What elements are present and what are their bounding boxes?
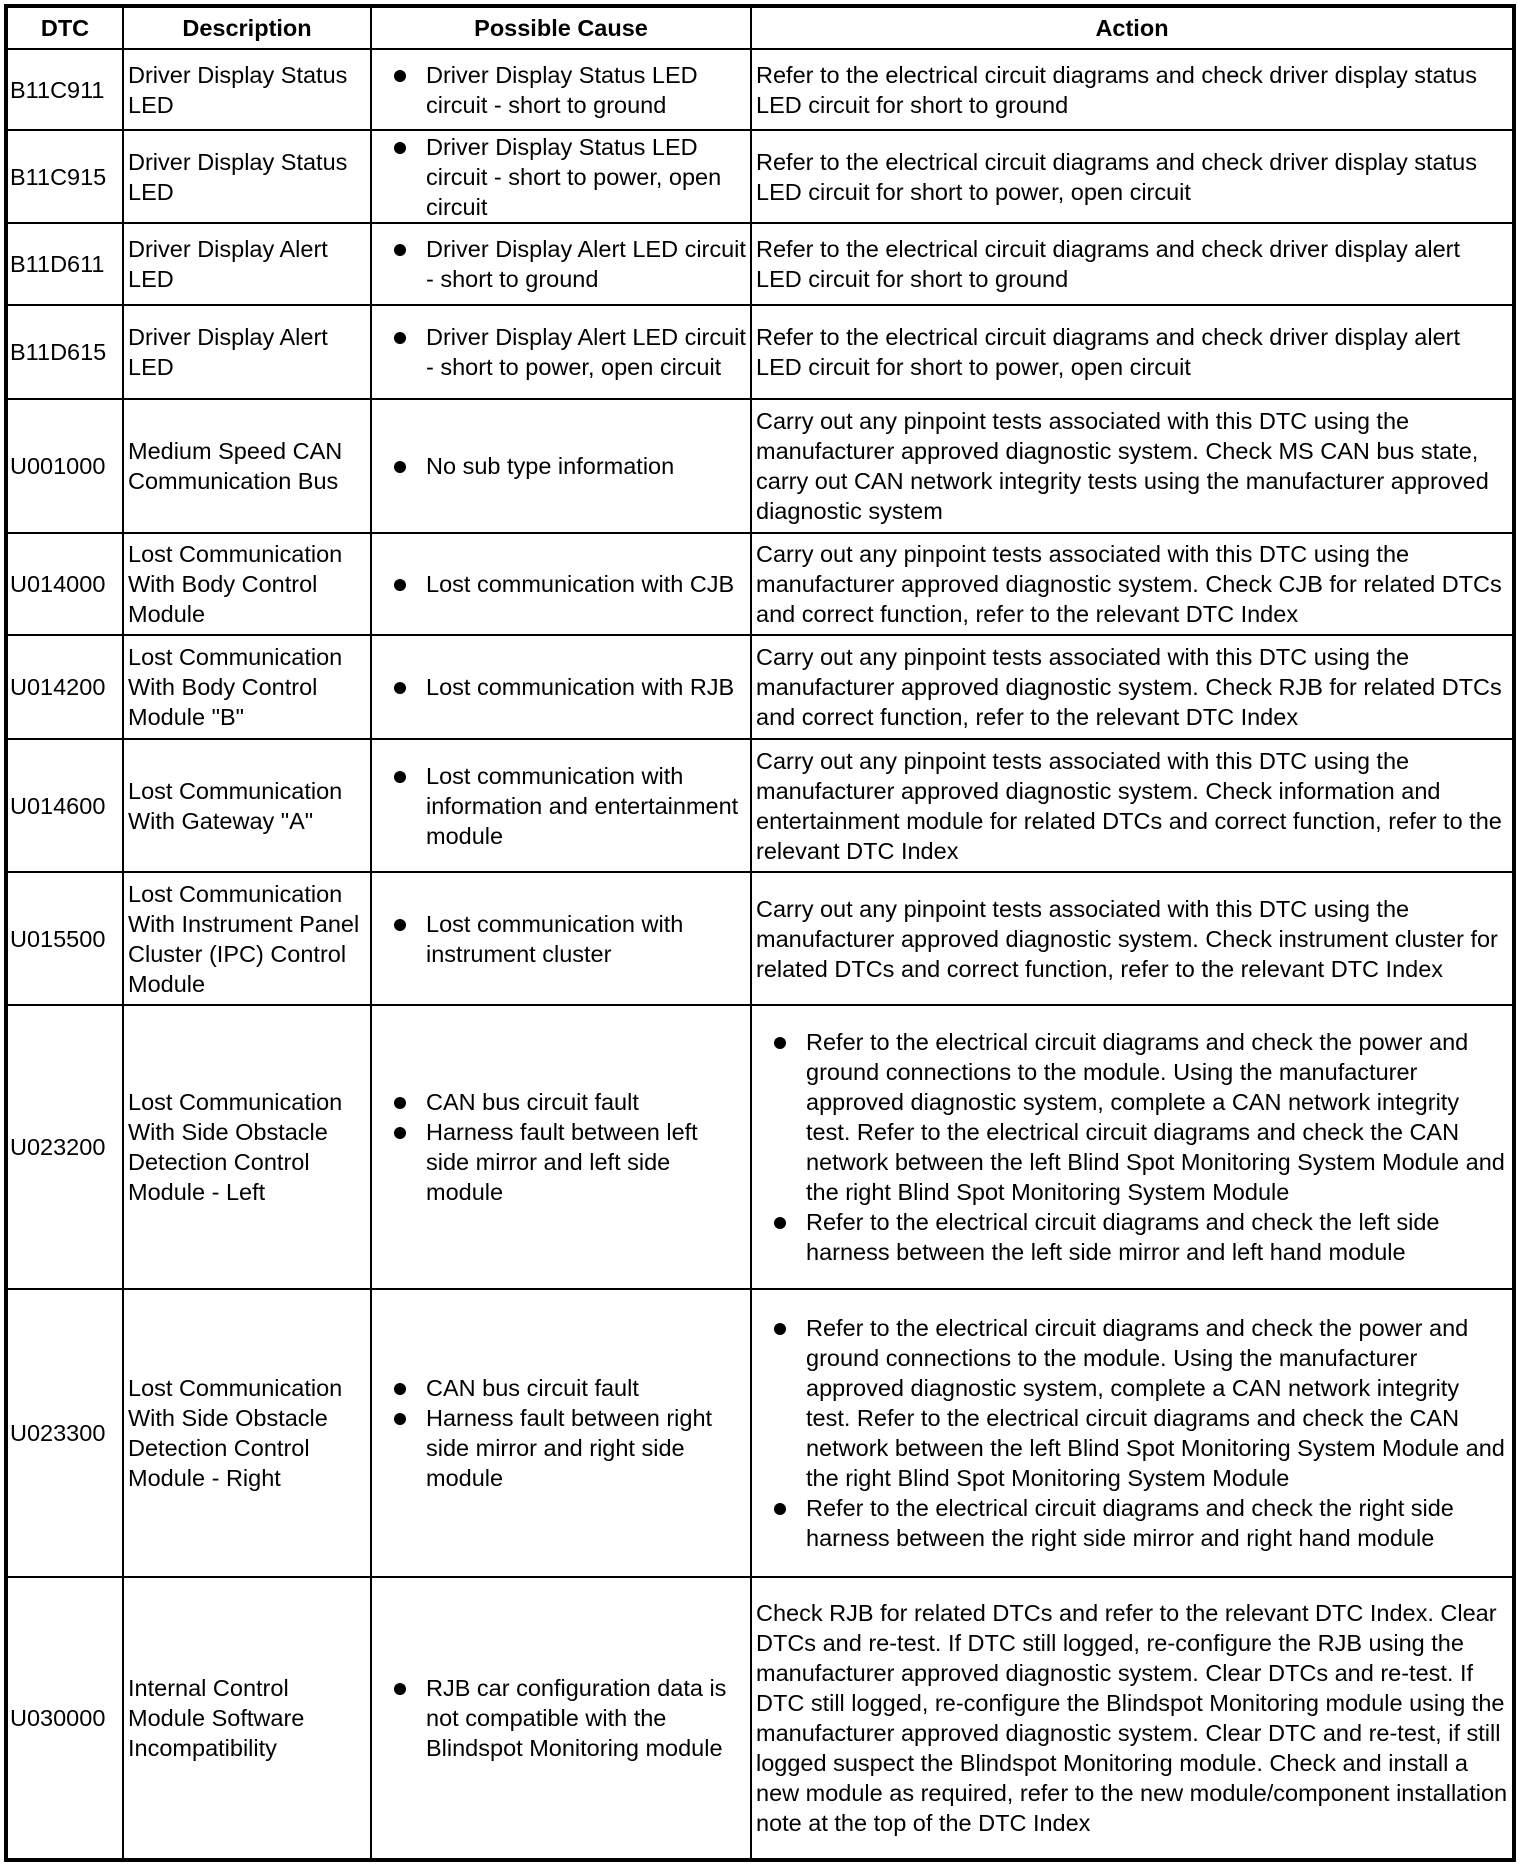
dtc-code: U014200 xyxy=(6,635,123,739)
description: Internal Control Module Software Incompatibility xyxy=(123,1577,371,1860)
description: Driver Display Alert LED xyxy=(123,223,371,305)
header-dtc: DTC xyxy=(6,6,123,49)
table-row xyxy=(6,1005,1514,1289)
description: Lost Communication With Side Obstacle Detection Control Module - Right xyxy=(123,1289,371,1577)
action: Refer to the electrical circuit diagrams and check driver display status LED circuit for short to ground xyxy=(751,49,1514,130)
action: Refer to the electrical circuit diagrams and check driver display alert LED circuit for short to power, open circuit xyxy=(751,305,1514,399)
table-row xyxy=(6,223,1514,305)
dtc-code: B11D615 xyxy=(6,305,123,399)
header-description: Description xyxy=(123,6,371,49)
cause-item: Lost communication with RJB xyxy=(426,672,746,702)
description: Lost Communication With Instrument Panel Cluster (IPC) Control Module xyxy=(123,872,371,1005)
action: Check RJB for related DTCs and refer to the relevant DTC Index. Clear DTCs and re-test. If DTC still logged, re-configure the RJB using the manufacturer approved diagnostic system. Clear DTCs and re-test. If DTC still logged, re-configure the Blindspot Monitoring module using the manufacturer approved diagnostic system. Clear DTC and re-test, if still logged suspect the Blindspot Monitoring module. Check and install a new module as required, refer to the new module/component installation note at the top of the DTC Index xyxy=(751,1577,1514,1860)
header-action: Action xyxy=(751,6,1514,49)
possible-cause xyxy=(371,533,751,635)
dtc-code: U023300 xyxy=(6,1289,123,1577)
possible-cause xyxy=(371,1577,751,1860)
table-row xyxy=(6,872,1514,1005)
action-item: Refer to the electrical circuit diagrams and check the left side harness between the left side mirror and left hand module xyxy=(806,1207,1508,1267)
description: Driver Display Alert LED xyxy=(123,305,371,399)
description: Driver Display Status LED xyxy=(123,130,371,223)
action: Refer to the electrical circuit diagrams and check driver display alert LED circuit for short to ground xyxy=(751,223,1514,305)
cause-item: No sub type information xyxy=(426,451,746,481)
action-item: Refer to the electrical circuit diagrams and check the right side harness between the right side mirror and right hand module xyxy=(806,1493,1508,1553)
dtc-code: U001000 xyxy=(6,399,123,533)
action-item: Refer to the electrical circuit diagrams and check the power and ground connections to the module. Using the manufacturer approved diagnostic system, complete a CAN network integrity test. Refer to the electrical circuit diagrams and check the CAN network between the left Blind Spot Monitoring System Module and the right Blind Spot Monitoring System Module xyxy=(806,1313,1508,1493)
cause-item: RJB car configuration data is not compatible with the Blindspot Monitoring module xyxy=(426,1673,746,1763)
action xyxy=(751,1289,1514,1577)
action-item: Refer to the electrical circuit diagrams and check the power and ground connections to the module. Using the manufacturer approved diagnostic system, complete a CAN network integrity test. Refer to the electrical circuit diagrams and check the CAN network between the left Blind Spot Monitoring System Module and the right Blind Spot Monitoring System Module xyxy=(806,1027,1508,1207)
table-row xyxy=(6,305,1514,399)
description: Lost Communication With Gateway "A" xyxy=(123,739,371,872)
table-row xyxy=(6,399,1514,533)
possible-cause xyxy=(371,49,751,130)
cause-item: Driver Display Status LED circuit - short to power, open circuit xyxy=(426,132,746,222)
possible-cause xyxy=(371,130,751,223)
cause-item: Driver Display Alert LED circuit - short to power, open circuit xyxy=(426,324,746,380)
table-row xyxy=(6,1289,1514,1577)
dtc-code: U015500 xyxy=(6,872,123,1005)
possible-cause xyxy=(371,872,751,1005)
table-row xyxy=(6,533,1514,635)
action xyxy=(751,1005,1514,1289)
action: Carry out any pinpoint tests associated with this DTC using the manufacturer approved diagnostic system. Check CJB for related DTCs and correct function, refer to the relevant DTC Index xyxy=(751,533,1514,635)
cause-item: Harness fault between right side mirror and right side module xyxy=(426,1403,746,1493)
possible-cause xyxy=(371,223,751,305)
action: Carry out any pinpoint tests associated with this DTC using the manufacturer approved diagnostic system. Check information and entertainment module for related DTCs and correct function, refer to the relevant DTC Index xyxy=(751,739,1514,872)
action: Carry out any pinpoint tests associated with this DTC using the manufacturer approved diagnostic system. Check RJB for related DTCs and correct function, refer to the relevant DTC Index xyxy=(751,635,1514,739)
table-row xyxy=(6,49,1514,130)
header-row xyxy=(6,6,1514,49)
action: Carry out any pinpoint tests associated with this DTC using the manufacturer approved diagnostic system. Check MS CAN bus state, carry out CAN network integrity tests using the manufacturer approved diagnostic system xyxy=(751,399,1514,533)
possible-cause xyxy=(371,305,751,399)
dtc-code: B11D611 xyxy=(6,223,123,305)
description: Driver Display Status LED xyxy=(123,49,371,130)
cause-item: Lost communication with CJB xyxy=(426,569,746,599)
possible-cause xyxy=(371,1289,751,1577)
cause-item: Driver Display Alert LED circuit - short to ground xyxy=(426,236,746,292)
dtc-table xyxy=(4,4,1516,1862)
cause-item: Harness fault between left side mirror and left side module xyxy=(426,1117,746,1207)
cause-item: CAN bus circuit fault xyxy=(426,1373,746,1403)
description: Lost Communication With Body Control Module "B" xyxy=(123,635,371,739)
dtc-code: B11C915 xyxy=(6,130,123,223)
cause-item: Lost communication with instrument cluster xyxy=(426,909,746,969)
dtc-code: U023200 xyxy=(6,1005,123,1289)
header-possible-cause: Possible Cause xyxy=(371,6,751,49)
cause-item: Lost communication with information and entertainment module xyxy=(426,761,746,851)
dtc-code: U014600 xyxy=(6,739,123,872)
description: Lost Communication With Body Control Module xyxy=(123,533,371,635)
cause-item: Driver Display Status LED circuit - short to ground xyxy=(426,60,746,120)
possible-cause xyxy=(371,635,751,739)
table-row xyxy=(6,635,1514,739)
table-row xyxy=(6,1577,1514,1860)
table-row xyxy=(6,739,1514,872)
description: Lost Communication With Side Obstacle Detection Control Module - Left xyxy=(123,1005,371,1289)
action: Refer to the electrical circuit diagrams and check driver display status LED circuit for short to power, open circuit xyxy=(751,130,1514,223)
action: Carry out any pinpoint tests associated with this DTC using the manufacturer approved diagnostic system. Check instrument cluster for related DTCs and correct function, refer to the relevant DTC Index xyxy=(751,872,1514,1005)
description: Medium Speed CAN Communication Bus xyxy=(123,399,371,533)
dtc-code: U014000 xyxy=(6,533,123,635)
dtc-code: B11C911 xyxy=(6,49,123,130)
table-row xyxy=(6,130,1514,223)
cause-item: CAN bus circuit fault xyxy=(426,1087,746,1117)
dtc-code: U030000 xyxy=(6,1577,123,1860)
possible-cause xyxy=(371,739,751,872)
possible-cause xyxy=(371,1005,751,1289)
possible-cause xyxy=(371,399,751,533)
